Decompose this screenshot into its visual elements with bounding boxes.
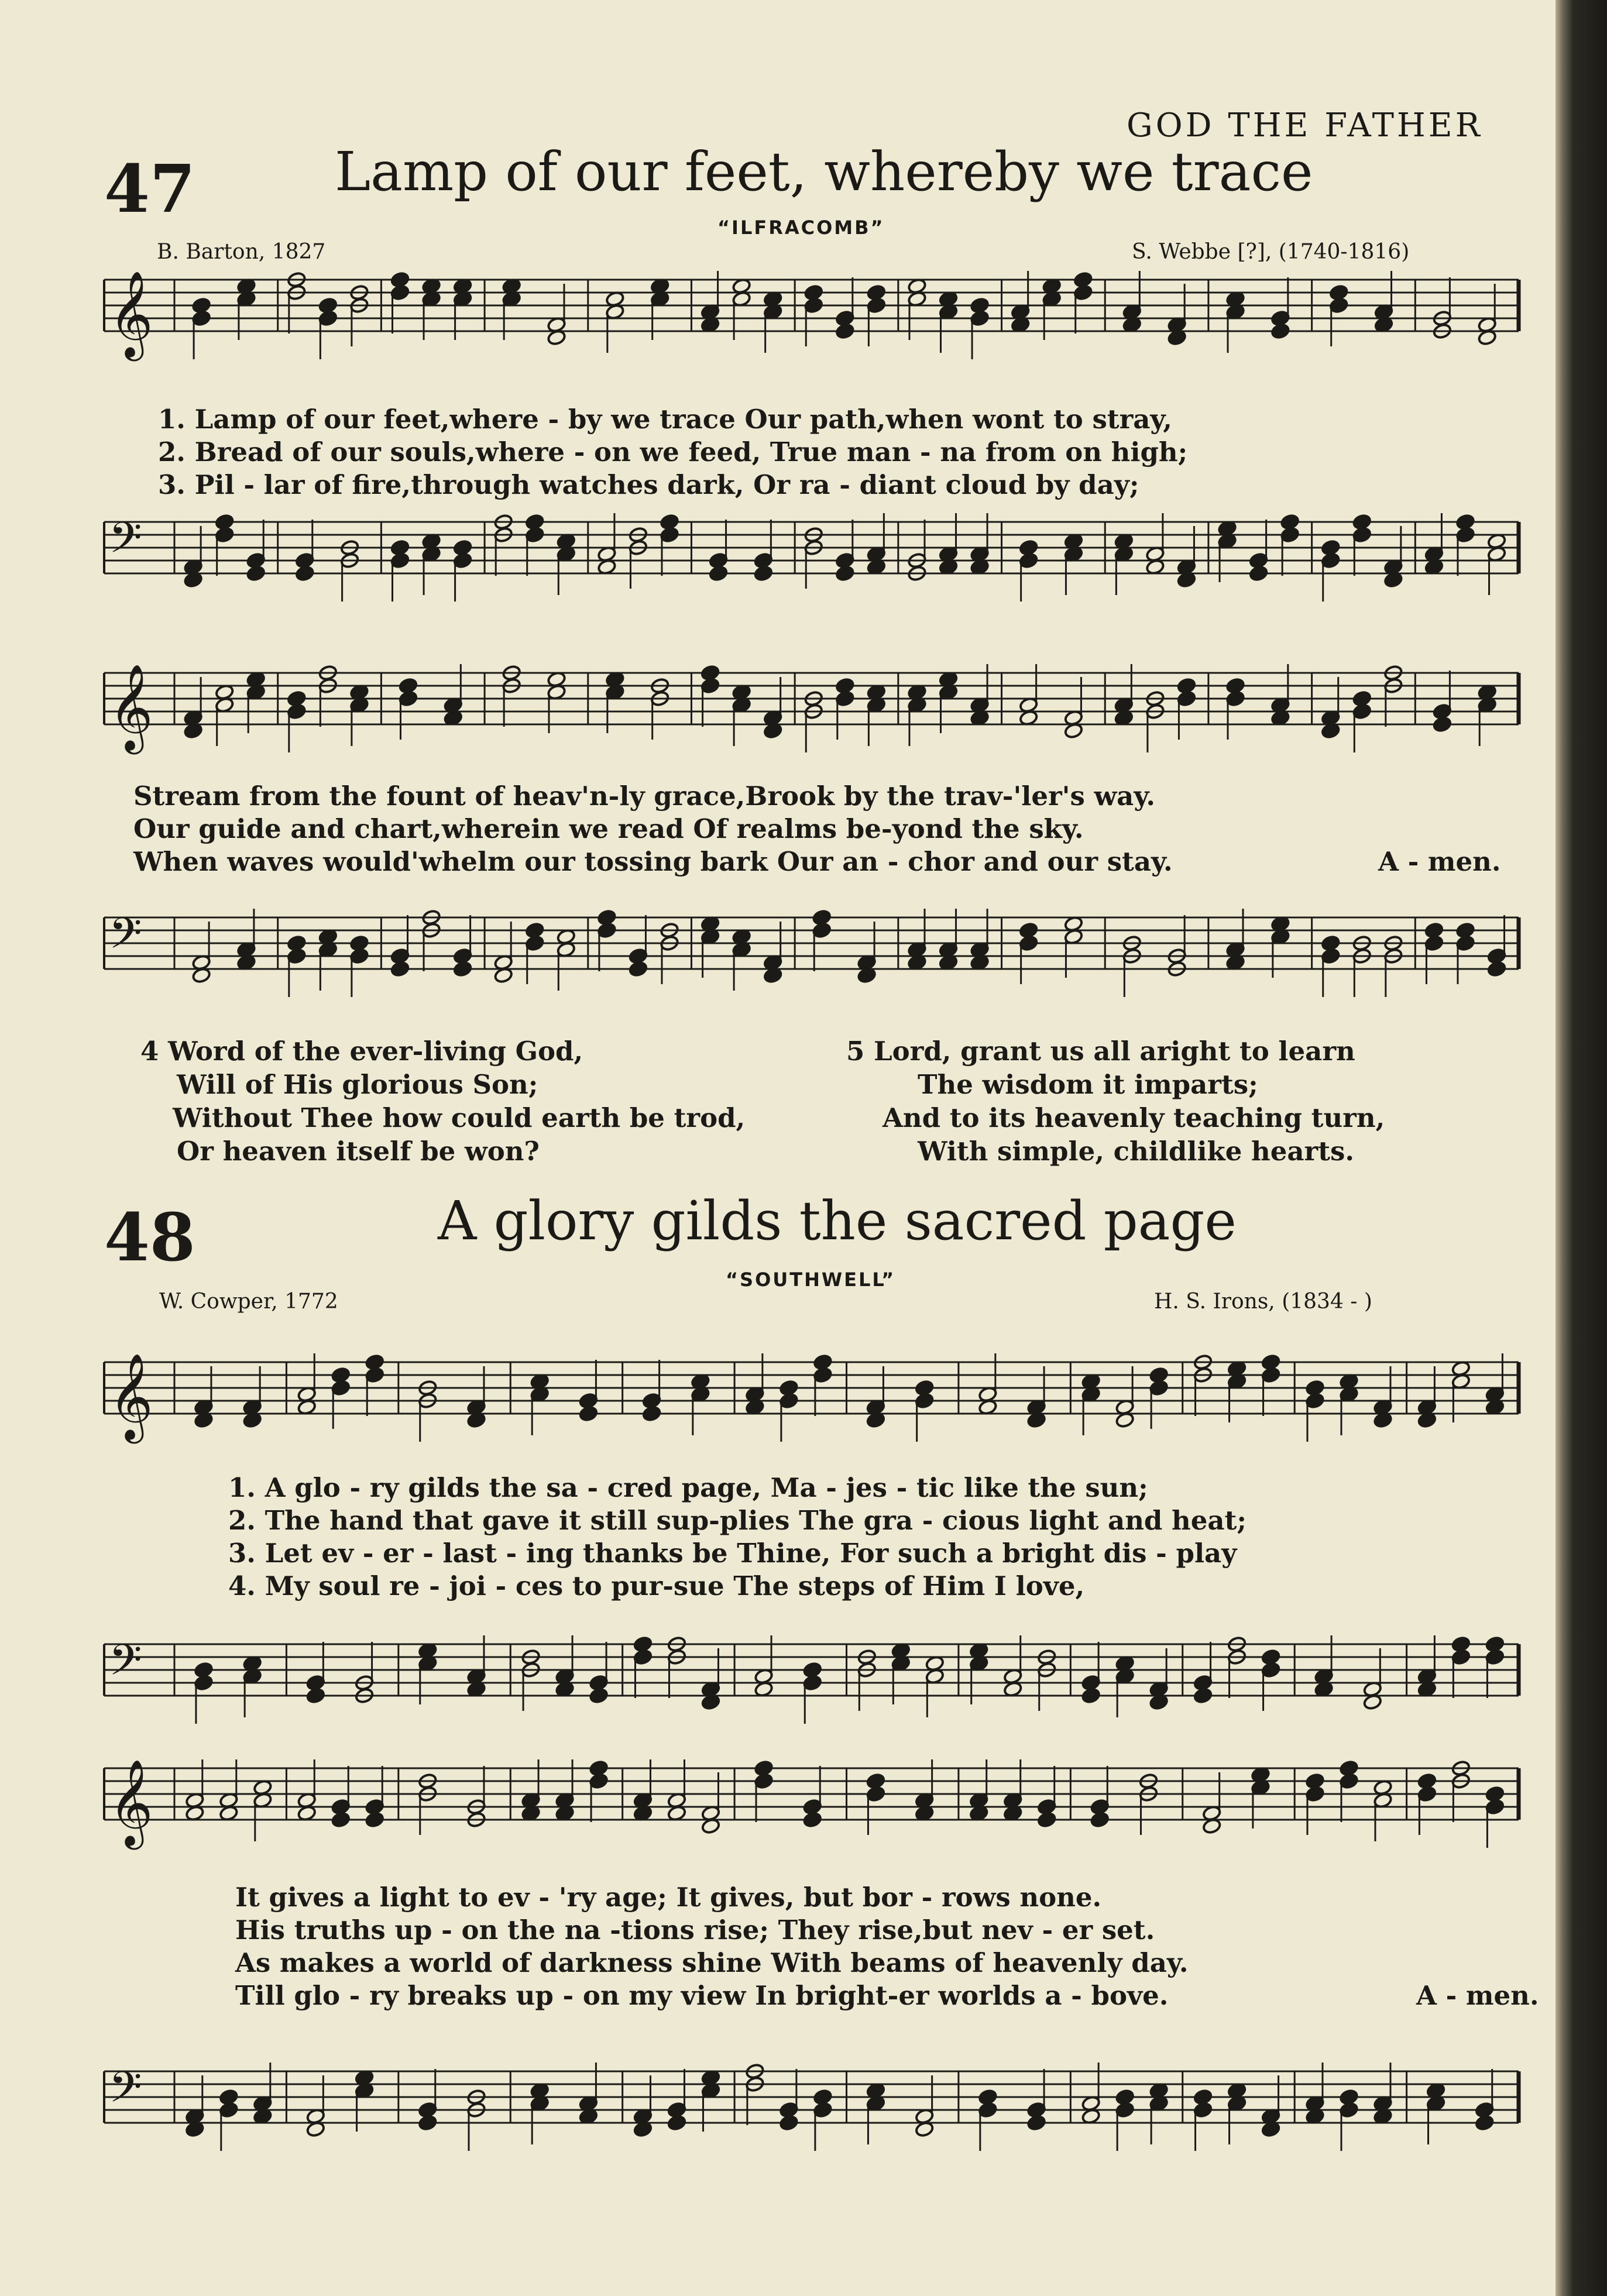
hymn-48-lyric-line: 1. A glo - ry gilds the sa - cred page, Ma - jes - tic like the sun; bbox=[228, 1472, 1148, 1503]
note-head bbox=[390, 961, 410, 977]
bass-clef-icon: 𝄢 bbox=[109, 908, 142, 968]
hymn-48-lyric-line: 2. The hand that gave it still sup-plies The gra - cious light and heat; bbox=[228, 1505, 1247, 1536]
hymn-48-composer: H. S. Irons, (1834 - ) bbox=[1154, 1290, 1372, 1314]
note-head bbox=[1081, 1687, 1101, 1704]
hymn-47-lyric-line: Stream from the fount of heav'n-ly grace,Brook by the trav-'ler's way. bbox=[133, 781, 1155, 812]
note-head bbox=[246, 565, 266, 582]
note-head bbox=[642, 1405, 661, 1422]
note-head bbox=[306, 1687, 325, 1704]
note-head bbox=[295, 565, 314, 582]
bass-clef-icon: 𝄢 bbox=[109, 1635, 142, 1695]
note-head bbox=[667, 2115, 686, 2131]
stanza-line: The wisdom it imparts; bbox=[918, 1069, 1258, 1100]
hymn-47-lyric-line: 2. Bread of our souls,where - on we feed, True man - na from on high; bbox=[158, 436, 1188, 468]
hymn-47-tune-name: “ILFRACOMB” bbox=[717, 216, 885, 239]
bass-clef-icon: 𝄢 bbox=[109, 2062, 142, 2122]
treble-clef-icon: 𝄞 bbox=[109, 1353, 153, 1440]
note-head bbox=[1193, 1687, 1213, 1704]
hymn-48-amen: A - men. bbox=[1416, 1980, 1539, 2011]
hymn-48-lyric-line: It gives a light to ev - 'ry age; It gives, but bor - rows none. bbox=[235, 1882, 1102, 1913]
hymn-47-lyric-line: When waves would'whelm our tossing bark Our an - chor and our stay. bbox=[133, 846, 1173, 877]
hymn-47-lyric-line: 1. Lamp of our feet,where - by we trace Our path,when wont to stray, bbox=[158, 404, 1172, 435]
stanza-line: 4 Word of the ever-living God, bbox=[140, 1036, 583, 1067]
note-head bbox=[589, 1687, 608, 1704]
note-head bbox=[365, 1812, 384, 1828]
treble-clef-icon: 𝄞 bbox=[109, 270, 153, 358]
hymn-48-lyric-line: As makes a world of darkness shine With beams of heavenly day. bbox=[235, 1947, 1189, 1978]
note-head bbox=[754, 565, 773, 582]
hymn-47-title: Lamp of our feet, whereby we trace bbox=[335, 140, 1313, 203]
hymn-48-title: A glory gilds the sacred page bbox=[438, 1190, 1237, 1252]
stanza-line: Will of His glorious Son; bbox=[177, 1069, 538, 1100]
hymn-47-number: 47 bbox=[104, 151, 195, 228]
treble-clef-icon: 𝄞 bbox=[109, 664, 153, 751]
treble-clef-icon: 𝄞 bbox=[109, 1759, 153, 1846]
note-head bbox=[835, 565, 854, 582]
note-head bbox=[1090, 1812, 1110, 1828]
stanza-line: Without Thee how could earth be trod, bbox=[173, 1102, 746, 1133]
stanza-line: Or heaven itself be won? bbox=[177, 1136, 540, 1167]
note-head bbox=[1037, 1812, 1056, 1828]
hymn-47-lyric-line: 3. Pil - lar of fire,through watches dark, Or ra - diant cloud by day; bbox=[158, 469, 1139, 500]
section-heading: GOD THE FATHER bbox=[1127, 106, 1483, 145]
note-head bbox=[579, 1405, 598, 1422]
stanza-line: 5 Lord, grant us all aright to learn bbox=[846, 1036, 1355, 1067]
note-head bbox=[803, 1812, 822, 1828]
note-head bbox=[331, 1812, 351, 1828]
note-head bbox=[709, 565, 728, 582]
stanza-line: With simple, childlike hearts. bbox=[918, 1136, 1355, 1167]
hymn-48-author: W. Cowper, 1772 bbox=[159, 1290, 338, 1314]
note-head bbox=[418, 2115, 437, 2131]
note-head bbox=[1487, 961, 1506, 977]
note-head bbox=[1433, 716, 1452, 733]
hymn-48-tune-name: “SOUTHWELL” bbox=[726, 1269, 896, 1291]
hymn-48-lyric-line: Till glo - ry breaks up - on my view In bright-er worlds a - bove. bbox=[235, 1980, 1169, 2011]
stanza-line: And to its heavenly teaching turn, bbox=[883, 1102, 1385, 1133]
hymn-47-author: B. Barton, 1827 bbox=[157, 240, 326, 264]
note-head bbox=[1475, 2115, 1494, 2131]
note-head bbox=[1271, 323, 1290, 339]
hymn-47-amen: A - men. bbox=[1378, 846, 1501, 877]
hymn-48-lyric-line: 4. My soul re - joi - ces to pur-sue The steps of Him I love, bbox=[228, 1570, 1085, 1601]
bass-clef-icon: 𝄢 bbox=[109, 513, 142, 573]
note-head bbox=[835, 323, 854, 339]
note-head bbox=[1249, 565, 1268, 582]
hymn-48-number: 48 bbox=[104, 1199, 195, 1276]
note-head bbox=[1027, 2115, 1046, 2131]
note-head bbox=[779, 2115, 798, 2131]
hymn-47-composer: S. Webbe [?], (1740-1816) bbox=[1132, 240, 1410, 264]
hymn-48-lyric-line: His truths up - on the na -tions rise; They rise,but nev - er set. bbox=[235, 1915, 1155, 1946]
hymn-48-lyric-line: 3. Let ev - er - last - ing thanks be Thine, For such a bright dis - play bbox=[228, 1538, 1237, 1569]
note-head bbox=[453, 961, 472, 977]
note-head bbox=[629, 961, 648, 977]
hymn-47-lyric-line: Our guide and chart,wherein we read Of realms be-yond the sky. bbox=[133, 813, 1084, 844]
